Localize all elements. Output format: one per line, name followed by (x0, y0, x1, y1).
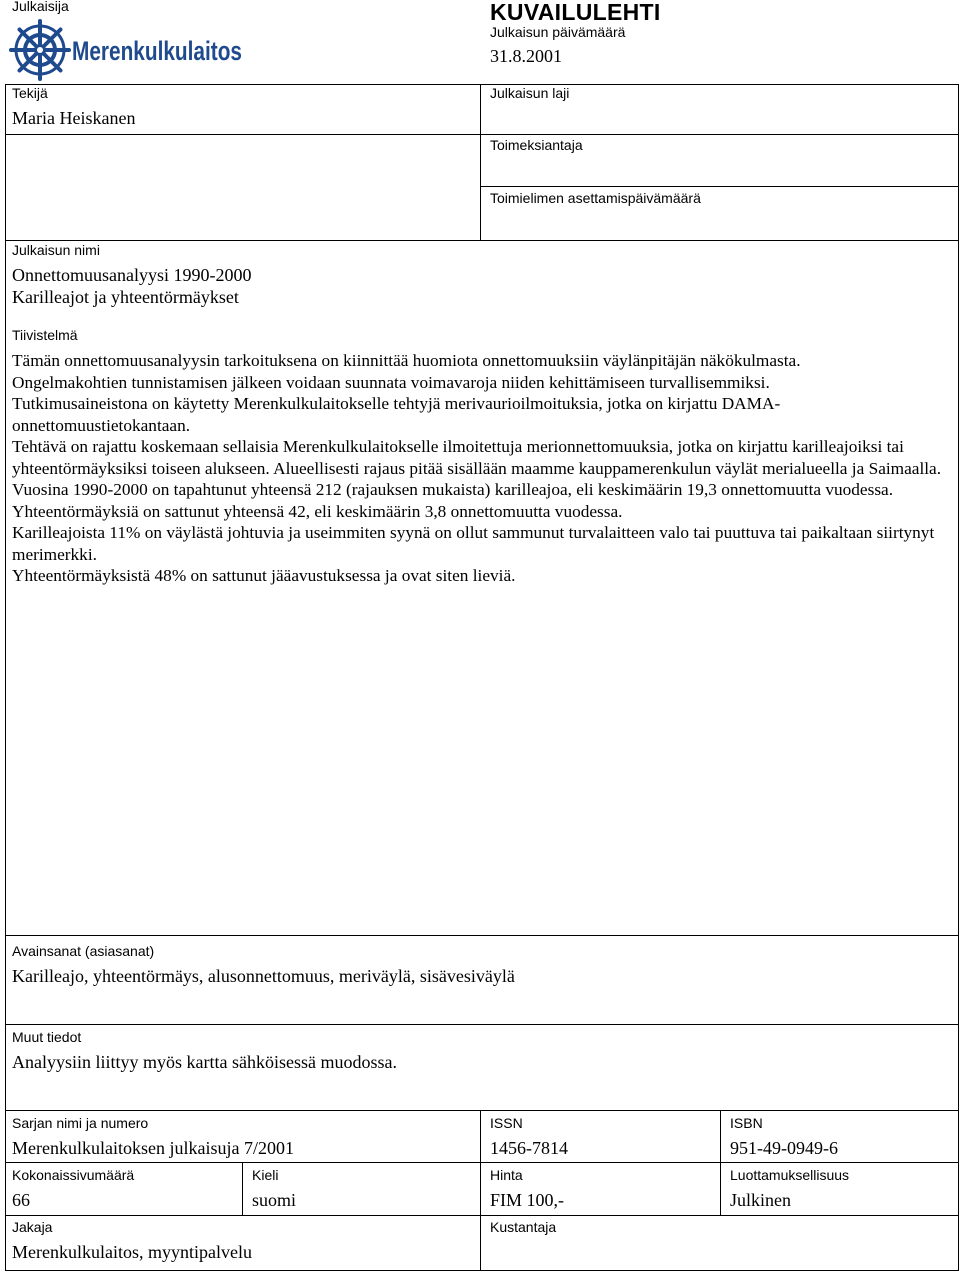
issn-value: 1456-7814 (490, 1138, 568, 1158)
distributor-value: Merenkulkulaitos, myyntipalvelu (12, 1242, 252, 1262)
divider (5, 1270, 959, 1271)
divider (5, 1215, 959, 1216)
summary-paragraph: Tutkimusaineistona on käytetty Merenkulkulaitokselle tehtyjä merivaurioilmoituksia, jotka on kirjattu DAMA-onnettomuustietokantaan. (12, 394, 781, 435)
divider (5, 84, 959, 85)
language-value: suomi (252, 1190, 297, 1210)
publisher-logo (10, 20, 246, 80)
keywords-label: Avainsanat (asiasanat) (12, 943, 155, 959)
author-label: Tekijä (12, 85, 48, 101)
publisher-label: Julkaisija (12, 0, 69, 14)
summary-paragraph: Tämän onnettomuusanalyysin tarkoituksena on kiinnittää huomiota onnettomuuksiin väylänpitäjän näkökulmasta. (12, 351, 801, 370)
summary-paragraph: Vuosina 1990-2000 on tapahtunut yhteensä 212 (rajauksen mukaista) karilleajoa, eli keskimäärin 19,3 onnettomuutta vuodessa. Yhteentörmäyksiä on sattunut yhteensä 42, eli keskimäärin 3,8 onnettomuutta vuodessa. (12, 480, 894, 521)
publisher-cost-label: Kustantaja (490, 1219, 557, 1235)
price-label: Hinta (490, 1167, 523, 1183)
summary-text (12, 350, 952, 587)
confidentiality-label: Luottamuksellisuus (730, 1167, 850, 1183)
divider (480, 84, 481, 240)
commissioner-label: Toimeksiantaja (490, 137, 583, 153)
other-info-value: Analyysiin liittyy myös kartta sähköisessä muodossa. (12, 1052, 397, 1072)
divider (242, 1162, 243, 1215)
document-type-title: KUVAILULEHTI (490, 0, 661, 25)
svg-text:Merenkulkulaitos: Merenkulkulaitos (72, 36, 242, 66)
divider (958, 84, 959, 1271)
divider (481, 186, 959, 187)
page-count-value: 66 (12, 1190, 30, 1210)
divider (5, 1110, 959, 1111)
summary-paragraph: Ongelmakohtien tunnistamisen jälkeen voidaan suunnata voimavaroja niiden kehittämiseen turvallisemmiksi. (12, 372, 770, 392)
summary-paragraph: Karilleajoista 11% on väylästä johtuvia ja useimmiten syynä on ollut sammunut turvalaitteen valo tai puuttuva tai paikaltaan siirtynyt merimerkki. (12, 523, 935, 564)
ship-wheel-icon (11, 21, 69, 79)
confidentiality-value: Julkinen (730, 1190, 791, 1210)
isbn-value: 951-49-0949-6 (730, 1138, 838, 1158)
publication-name-line2: Karilleajot ja yhteentörmäykset (12, 287, 239, 307)
divider (480, 1110, 481, 1270)
other-info-label: Muut tiedot (12, 1029, 82, 1045)
divider (5, 134, 480, 135)
summary-paragraph: Yhteentörmäyksistä 48% on sattunut jääavustuksessa ja ovat siten lieviä. (12, 566, 516, 585)
price-value: FIM 100,- (490, 1190, 565, 1210)
publication-name-line1: Onnettomuusanalyysi 1990-2000 (12, 265, 252, 285)
publication-date-value: 31.8.2001 (490, 46, 562, 66)
series-value: Merenkulkulaitoksen julkaisuja 7/2001 (12, 1138, 294, 1158)
divider (5, 935, 959, 936)
divider (5, 240, 959, 241)
divider (5, 1162, 959, 1163)
publication-name-label: Julkaisun nimi (12, 242, 100, 258)
divider (5, 1024, 959, 1025)
distributor-label: Jakaja (12, 1219, 53, 1235)
divider (481, 134, 959, 135)
divider (5, 84, 6, 1271)
series-label: Sarjan nimi ja numero (12, 1115, 149, 1131)
summary-label: Tiivistelmä (12, 327, 78, 343)
page-count-label: Kokonaissivumäärä (12, 1167, 135, 1183)
issn-label: ISSN (490, 1115, 523, 1131)
publication-type-label: Julkaisun laji (490, 85, 570, 101)
keywords-value: Karilleajo, yhteentörmäys, alusonnettomuus, meriväylä, sisävesiväylä (12, 966, 515, 986)
divider (720, 1110, 721, 1215)
language-label: Kieli (252, 1167, 279, 1183)
author-value: Maria Heiskanen (12, 108, 136, 128)
board-date-label: Toimielimen asettamispäivämäärä (490, 190, 701, 206)
publication-date-label: Julkaisun päivämäärä (490, 24, 626, 40)
isbn-label: ISBN (730, 1115, 763, 1131)
summary-paragraph: Tehtävä on rajattu koskemaan sellaisia Merenkulkulaitokselle ilmoitettuja merionnettomuuksia, jotka on kirjattu karilleajoiksi tai yhteentörmäyksiksi toiseen alukseen. Alueellisesti rajaus pitää sisällään maamme kauppamerenkulun väylät merialueella ja Saimaalla. (12, 437, 942, 478)
